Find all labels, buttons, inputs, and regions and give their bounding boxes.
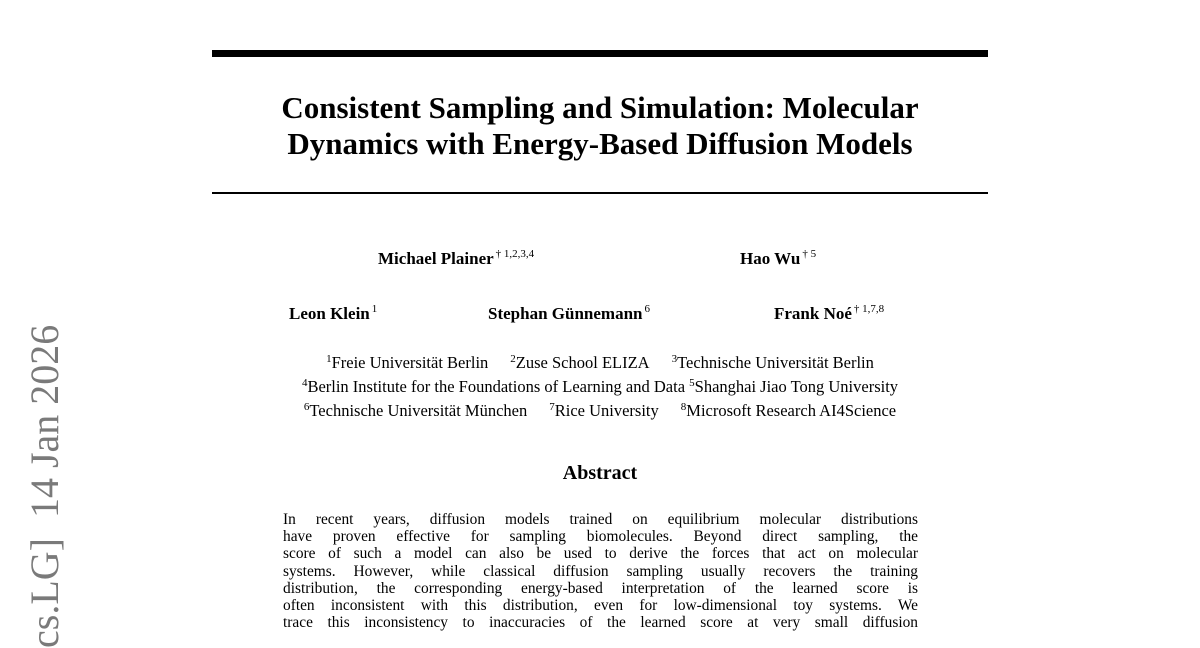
author-name: Leon Klein xyxy=(289,304,370,323)
abstract-body xyxy=(283,511,918,631)
abstract-line: distribution, the corresponding energy-based interpretation of the learned score is xyxy=(283,579,918,597)
title-line-1: Consistent Sampling and Simulation: Molecular xyxy=(281,90,919,125)
title-line-2: Dynamics with Energy-Based Diffusion Models xyxy=(287,126,913,161)
author-marks: † 1,7,8 xyxy=(853,303,885,315)
author-name: Stephan Günnemann xyxy=(488,304,643,323)
paper-title xyxy=(212,90,988,162)
affiliation-number: 7 xyxy=(549,401,555,413)
abstract-line: trace this inconsistency to inaccuracies of the learned score at very small diffusion xyxy=(283,614,918,632)
affiliation-name: Technische Universität Berlin xyxy=(677,353,874,372)
author-plainer xyxy=(378,249,534,271)
affiliation-number: 8 xyxy=(680,401,687,413)
affiliation-line xyxy=(200,352,1000,376)
affiliation-name: Shanghai Jiao Tong University xyxy=(694,377,899,396)
affiliation-number: 4 xyxy=(301,377,308,389)
affiliation-number: 6 xyxy=(303,401,310,413)
author-wu xyxy=(740,249,816,271)
affiliation-line xyxy=(200,376,1000,400)
author-marks: 1 xyxy=(371,303,378,315)
affiliation-name: Technische Universität München xyxy=(309,401,528,420)
author-marks: † 5 xyxy=(802,248,817,260)
affiliation-name: Freie Universität Berlin xyxy=(331,353,489,372)
affiliation-name: Berlin Institute for the Foundations of Learning and Data xyxy=(307,377,686,396)
affiliation-number: 2 xyxy=(510,353,516,365)
affiliation-number: 5 xyxy=(689,377,695,389)
abstract-line: often inconsistent with this distribution, even for low-dimensional toy systems. We xyxy=(283,597,918,615)
arxiv-side-stamp: cs.LG] 14 Jan 2026 xyxy=(22,324,67,648)
abstract-line: have proven effective for sampling biomolecules. Beyond direct sampling, the xyxy=(283,528,918,546)
affiliation-number: 1 xyxy=(326,353,332,365)
affiliation-number: 3 xyxy=(671,353,678,365)
author-name: Frank Noé xyxy=(774,304,852,323)
affiliation-name: Zuse School ELIZA xyxy=(515,353,650,372)
abstract-heading: Abstract xyxy=(562,462,638,484)
affiliation-name: Rice University xyxy=(554,401,659,420)
author-gunnemann xyxy=(488,304,650,326)
author-klein xyxy=(289,304,377,326)
author-name: Hao Wu xyxy=(740,249,801,268)
abstract-line: systems. However, while classical diffusion sampling usually recovers the training xyxy=(283,562,918,580)
top-rule xyxy=(212,50,988,57)
author-noe xyxy=(774,304,884,326)
affiliations xyxy=(200,352,1000,424)
abstract-line: In recent years, diffusion models trained on equilibrium molecular distributions xyxy=(283,511,918,528)
author-marks: † 1,2,3,4 xyxy=(495,248,535,260)
affiliation-line xyxy=(200,400,1000,424)
affiliation-name: Microsoft Research AI4Science xyxy=(686,401,897,420)
author-marks: 6 xyxy=(644,303,650,315)
title-rule xyxy=(212,192,988,194)
abstract-line: score of such a model can also be used to derive the forces that act on molecular xyxy=(283,545,918,563)
author-name: Michael Plainer xyxy=(378,249,494,268)
